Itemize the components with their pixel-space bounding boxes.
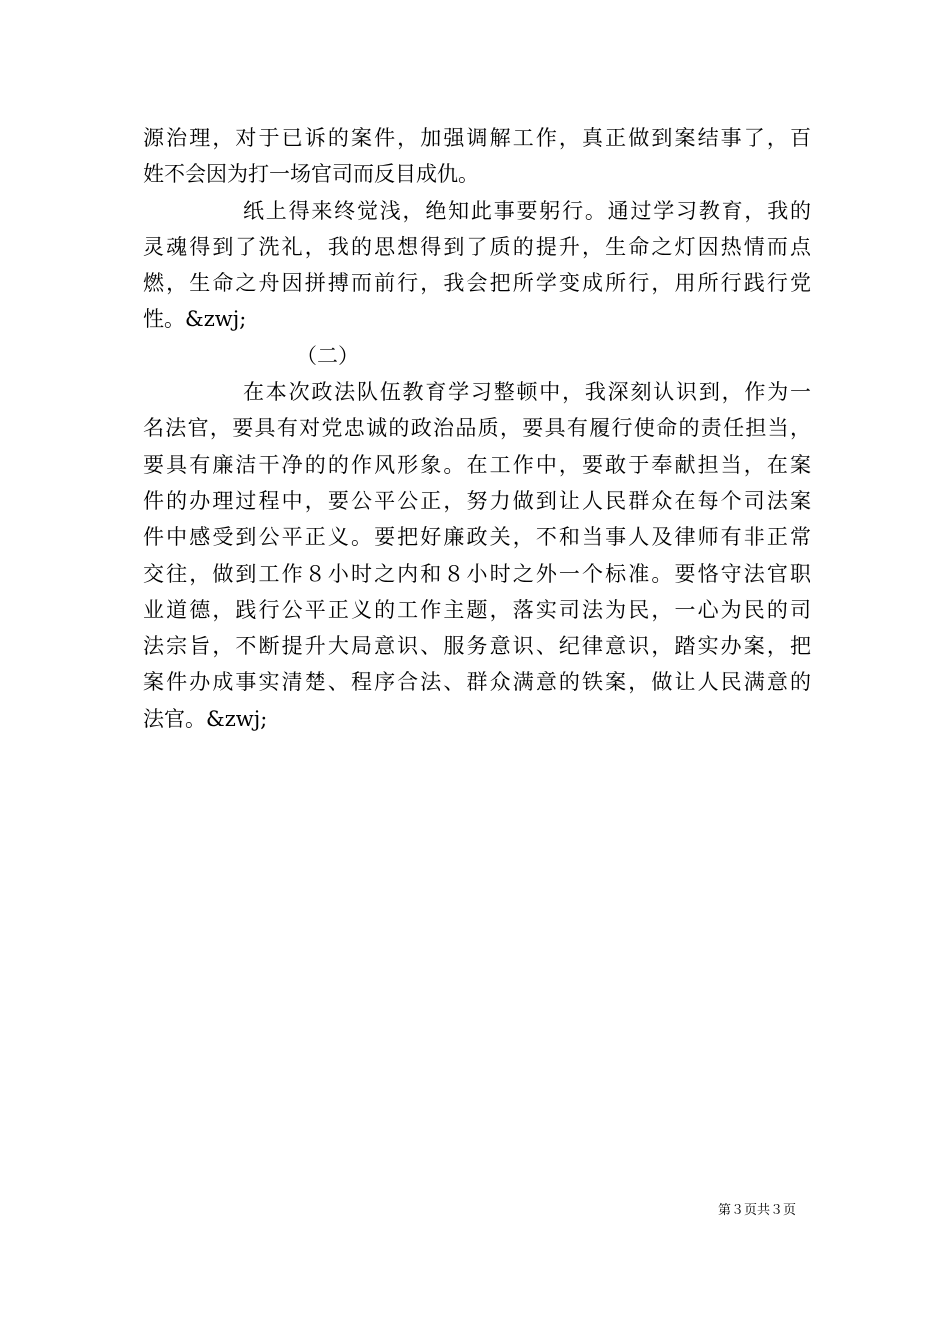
text-line: 交往，做到工作８小时之内和８小时之外一个标准。要恪守法官职	[143, 561, 811, 586]
section-heading: （二）	[296, 343, 359, 368]
page-number-footer: 第３页共３页	[718, 1203, 797, 1218]
text-line: 名法官，要具有对党忠诚的政治品质，要具有履行使命的责任担当，	[143, 416, 811, 441]
text-line: 灵魂得到了洗礼，我的思想得到了质的提升，生命之灯因热情而点	[143, 234, 811, 259]
text-line: 源治理，对于已诉的案件，加强调解工作，真正做到案结事了，百	[143, 126, 811, 150]
text-line: 法宗旨，不断提升大局意识、服务意识、纪律意识，踏实办案，把	[143, 634, 811, 659]
text-line: 在本次政法队伍教育学习整顿中，我深刻认识到，作为一	[243, 380, 811, 405]
text-line: 姓不会因为打一场官司而反目成仇。	[143, 162, 479, 187]
text-line: 件中感受到公平正义。要把好廉政关，不和当事人及律师有非正常	[143, 525, 811, 550]
text-line: 纸上得来终觉浅，绝知此事要躬行。通过学习教育，我的	[243, 198, 811, 223]
body-text	[143, 120, 811, 737]
text-line: 燃，生命之舟因拼搏而前行，我会把所学变成所行，用所行践行党	[143, 271, 811, 296]
text-line: 业道德，践行公平正义的工作主题，落实司法为民，一心为民的司	[143, 597, 811, 622]
text-line: 要具有廉洁干净的的作风形象。在工作中，要敢于奉献担当，在案	[143, 452, 811, 477]
text-line: 件的办理过程中，要公平公正，努力做到让人民群众在每个司法案	[143, 488, 811, 513]
text-line: 案件办成事实清楚、程序合法、群众满意的铁案，做让人民满意的	[143, 670, 811, 695]
text-line: 法官。&zwj;	[143, 706, 268, 731]
text-line: 性。&zwj;	[143, 307, 247, 332]
